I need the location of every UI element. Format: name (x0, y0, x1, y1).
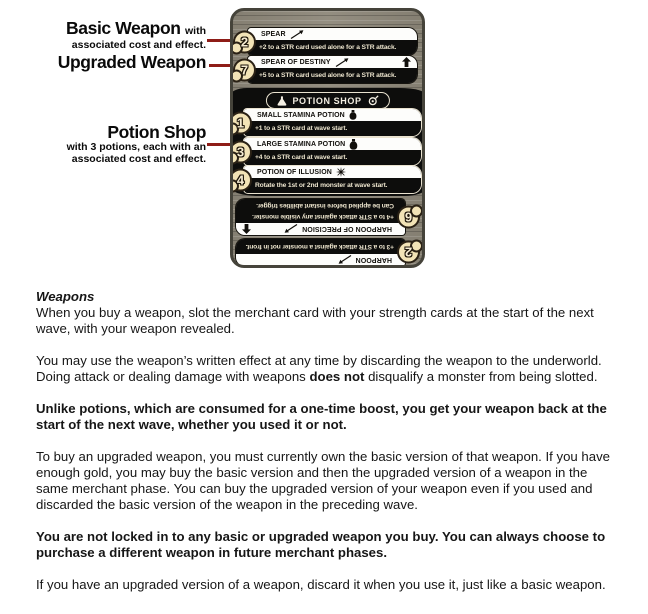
weapon-effect: +4 to a STR attack against any visible monster. Can be applied before instant abilities trigger. (236, 199, 405, 223)
card-entry-small-stamina-potion (232, 109, 421, 136)
potion-shop-header (265, 92, 389, 109)
cost-coin: 3 (230, 140, 252, 163)
harpoon-icon (284, 225, 298, 234)
spear-icon (290, 30, 304, 39)
monocle-icon (368, 95, 379, 106)
cost-coin: 7 (233, 58, 256, 81)
cost-coin: 2 (397, 241, 420, 264)
callout-potion-shop-title: Potion Shop (107, 122, 206, 142)
callout-potion-shop (0, 123, 206, 165)
card-entry-potion-of-illusion (232, 166, 421, 193)
potion-bottle-icon (349, 139, 358, 150)
cost-coin: 6 (397, 206, 420, 229)
flipped-weapon-section (236, 199, 417, 266)
callout-basic-weapon (0, 19, 206, 51)
merchant-card (230, 8, 425, 268)
upgrade-arrow-icon (242, 224, 251, 234)
weapon-effect: +3 to a STR attack against a monster not in front. (236, 239, 405, 254)
potion-shop-section (230, 88, 425, 196)
harpoon-icon (338, 256, 352, 265)
potion-shop-title: POTION SHOP (292, 95, 362, 106)
paragraph-6: If you have an upgraded version of a weapon, discard it when you use it, just like a basic weapon. (36, 577, 606, 592)
callout-upgraded-weapon (0, 53, 206, 71)
section-heading: Weapons (36, 289, 95, 304)
upgrade-arrow-icon (402, 57, 411, 67)
card-entry-spear-of-destiny (236, 56, 417, 83)
weapon-name: SPEAR OF DESTINY (261, 58, 331, 66)
spear-icon (335, 58, 349, 67)
weapon-name: HARPOON OF PRECISION (302, 225, 392, 233)
weapon-name: HARPOON (355, 256, 392, 264)
cost-coin: 4 (230, 168, 252, 191)
callout-basic-weapon-title: Basic Weapon with (66, 18, 206, 38)
callout-potion-shop-subtitle-1: with 3 potions, each with an (66, 141, 206, 153)
card-entry-harpoon (236, 239, 417, 266)
paragraph-1: When you buy a weapon, slot the merchant card with your strength cards at the start of the next wave, with your weapon revealed. (36, 305, 594, 336)
paragraph-3: Unlike potions, which are consumed for a one-time boost, you get your weapon back at the start of the next wave, whether you used it or not. (36, 401, 607, 432)
callout-upgraded-weapon-title: Upgraded Weapon (57, 52, 206, 72)
flask-icon (276, 96, 286, 106)
weapon-effect: +5 to a STR card used alone for a STR attack. (248, 68, 417, 83)
callout-potion-shop-subtitle-2: associated cost and effect. (71, 153, 206, 165)
cost-coin: 2 (233, 30, 256, 53)
sparkle-icon (336, 167, 346, 177)
card-entry-spear (236, 28, 417, 55)
weapon-name: SPEAR (261, 30, 286, 38)
potion-effect: +4 to a STR card at wave start. (244, 150, 421, 165)
potion-name: LARGE STAMINA POTION (257, 140, 346, 148)
cost-coin: 1 (230, 111, 252, 134)
paragraph-5: You are not locked in to any basic or upgraded weapon you buy. You can always choose to purchase a different weapon in future merchant phases. (36, 529, 606, 560)
card-entry-harpoon-of-precision (236, 199, 417, 235)
potion-name: POTION OF ILLUSION (257, 168, 332, 176)
potion-name: SMALL STAMINA POTION (257, 111, 345, 119)
potion-bottle-icon (349, 110, 357, 120)
potion-effect: +1 to a STR card at wave start. (244, 121, 421, 136)
weapon-effect: +2 to a STR card used alone for a STR attack. (248, 40, 417, 55)
rules-text (36, 289, 614, 593)
callout-basic-weapon-subtitle: associated cost and effect. (71, 39, 206, 51)
potion-effect: Rotate the 1st or 2nd monster at wave start. (244, 178, 421, 193)
paragraph-4: To buy an upgraded weapon, you must currently own the basic version of that weapon. If you have enough gold, you may buy the basic version and then the upgraded version of a weapon in the same merchant phase. You can buy the upgraded version of your weapon even if you used and discarded the basic version of the weapon in the preceding wave. (36, 449, 611, 512)
card-entry-large-stamina-potion (232, 138, 421, 165)
paragraph-2: You may use the weapon’s written effect at any time by discarding the weapon to the underworld. Doing attack or dealing damage with weapons does not disqualify a monster from being slotted. (36, 353, 602, 384)
merchant-card-figure (0, 0, 648, 286)
